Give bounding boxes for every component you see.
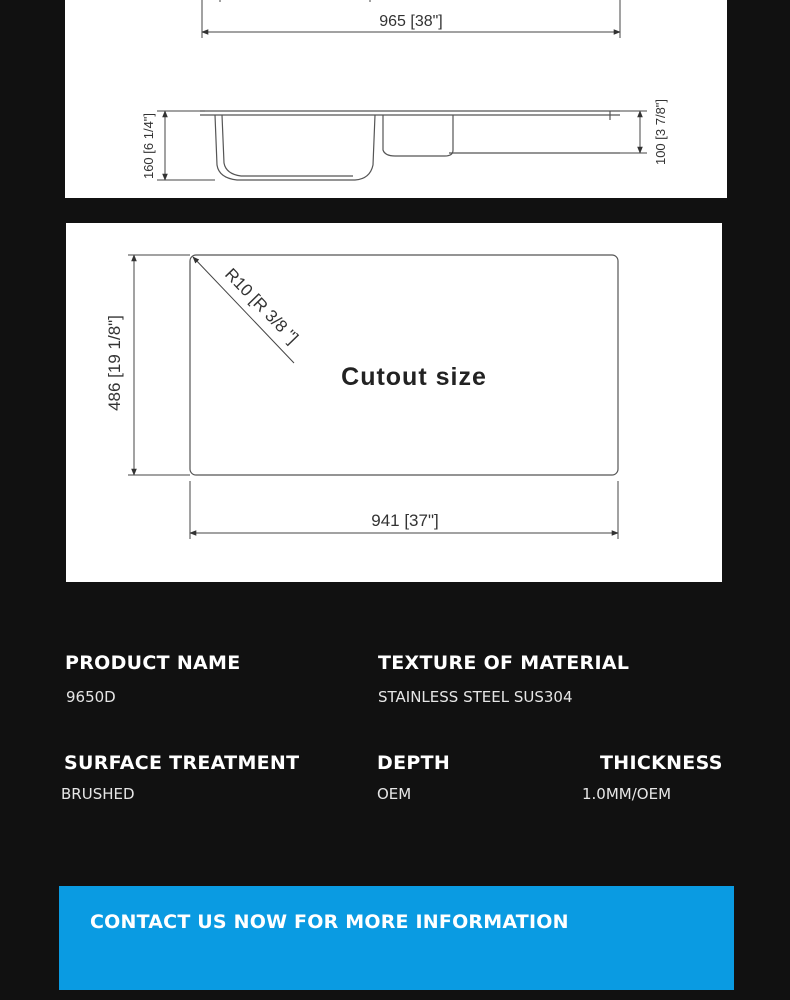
surface-treatment-label: SURFACE TREATMENT [64,752,300,774]
thickness-label: THICKNESS [600,752,723,774]
thickness-value: 1.0MM/OEM [582,785,672,803]
cutout-height-dimension-label: 486 [19 1/8"] [105,315,124,411]
surface-treatment-value: BRUSHED [61,785,135,803]
radius-dimension-label: R10 [R 3/8 "] [221,264,302,348]
cutout-title: Cutout size [341,363,487,391]
cutout-size-drawing [66,223,722,582]
width-dimension-label: 965 [38"] [379,13,443,30]
left-height-dimension-line [157,111,215,180]
product-name-label: PRODUCT NAME [65,652,241,674]
right-height-dimension-line [620,111,647,153]
product-name-value: 9650D [66,688,116,706]
contact-banner[interactable] [59,886,734,990]
texture-label: TEXTURE OF MATERIAL [378,652,630,674]
depth-label: DEPTH [377,752,451,774]
sink-profile [200,111,620,180]
cutout-height-dimension-line [128,255,190,475]
cutout-width-dimension-label: 941 [37"] [371,511,439,530]
cutout-size-svg [66,223,722,582]
contact-banner-text: CONTACT US NOW FOR MORE INFORMATION [90,911,569,933]
sink-elevation-svg [65,0,727,198]
left-height-dimension-label: 160 [6 1/4"] [141,112,156,180]
right-height-dimension-label: 100 [3 7/8"] [653,98,668,166]
depth-value: OEM [377,785,412,803]
texture-value: STAINLESS STEEL SUS304 [378,688,573,706]
sink-elevation-drawing [65,0,727,198]
cutout-width-dimension-line [190,481,618,539]
